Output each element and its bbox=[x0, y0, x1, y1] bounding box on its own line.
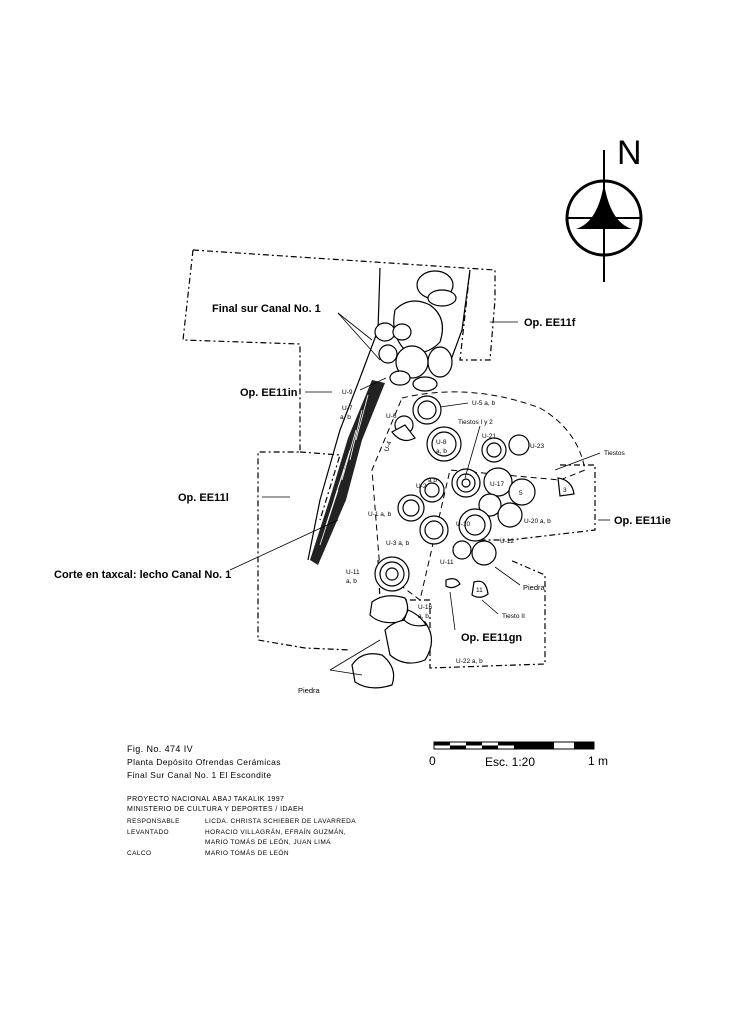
scale-seg bbox=[574, 742, 594, 749]
unit-u7: U-7 bbox=[342, 405, 353, 412]
label-tiestos-12: Tiestos I y 2 bbox=[458, 419, 493, 426]
caption-title-2: Final Sur Canal No. 1 El Escondite bbox=[127, 770, 272, 780]
caption-resp-label: RESPONSABLE bbox=[127, 818, 180, 825]
label-op-ee11f: Op. EE11f bbox=[524, 317, 576, 329]
scale-seg bbox=[450, 746, 466, 750]
label-tiestos-top: Tiestos bbox=[604, 450, 625, 457]
label-tiesto-11: Tiesto II bbox=[502, 613, 525, 620]
stone bbox=[428, 290, 456, 306]
leader-piedra-right bbox=[495, 567, 520, 585]
unit-5: 5 bbox=[519, 490, 523, 497]
stone bbox=[390, 371, 410, 385]
vessel-u22 bbox=[446, 579, 460, 588]
stone bbox=[370, 596, 408, 623]
stone bbox=[393, 324, 411, 340]
unit-3: 3 bbox=[563, 487, 567, 494]
unit-u4: U-4 bbox=[383, 440, 394, 453]
unit-u11b-ab: a, b bbox=[346, 578, 357, 585]
vessel-u5 bbox=[418, 401, 436, 419]
unit-u11b: U-11 bbox=[346, 569, 360, 576]
stone bbox=[375, 323, 395, 341]
leader-final-sur-2 bbox=[338, 313, 380, 360]
caption-lev-label: LEVANTADO bbox=[127, 829, 170, 836]
label-final-sur: Final sur Canal No. 1 bbox=[212, 303, 321, 315]
unit-u2-ab: a b bbox=[428, 477, 438, 484]
vessel-u20 bbox=[498, 503, 522, 527]
vessel-u11 bbox=[453, 541, 471, 559]
caption-calco-label: CALCO bbox=[127, 850, 152, 857]
unit-u1: U-1 a, b bbox=[368, 511, 392, 518]
vessel-u23 bbox=[509, 435, 529, 455]
scale-seg bbox=[498, 742, 514, 746]
scale-zero: 0 bbox=[429, 754, 436, 768]
unit-u6: U-6 bbox=[386, 413, 397, 420]
labels bbox=[54, 303, 671, 695]
label-piedra-bottom: Piedra bbox=[298, 686, 320, 695]
unit-u23: U-23 bbox=[530, 443, 545, 450]
scale-seg bbox=[514, 742, 554, 749]
leader-u5 bbox=[440, 403, 468, 407]
stone bbox=[379, 345, 397, 363]
stone bbox=[352, 654, 394, 688]
label-op-ee11ie: Op. EE11ie bbox=[614, 515, 671, 527]
caption-project: PROYECTO NACIONAL ABAJ TAKALIK 1997 bbox=[127, 796, 285, 803]
label-op-ee11gn: Op. EE11gn bbox=[461, 632, 523, 644]
scale-label: Esc. 1:20 bbox=[485, 755, 536, 769]
unit-u3: U-3 a, b bbox=[386, 540, 410, 547]
unit-u2: U-2 bbox=[416, 483, 427, 490]
caption-lev-value-1: HORACIO VILLAGRÁN, EFRAÍN GUZMÁN, bbox=[205, 829, 347, 836]
stone bbox=[428, 347, 452, 377]
leader-op-gn bbox=[450, 592, 455, 630]
scale-end: 1 m bbox=[588, 754, 609, 768]
label-piedra-right: Piedra bbox=[523, 583, 545, 592]
label-corte: Corte en taxcal: lecho Canal No. 1 bbox=[54, 569, 232, 581]
vessel-u17 bbox=[462, 479, 470, 487]
vessel-u1 bbox=[403, 500, 419, 516]
unit-u16: U-16 bbox=[418, 604, 433, 611]
unit-u16-ab: a, b bbox=[418, 613, 429, 620]
unit-u10: U-10 bbox=[456, 521, 471, 528]
north-letter: N bbox=[617, 134, 642, 172]
caption-fig: Fig. No. 474 IV bbox=[127, 744, 194, 754]
north-arrow bbox=[566, 134, 642, 282]
north-arrow-pointer bbox=[576, 183, 632, 229]
unit-u17: U-17 bbox=[490, 481, 505, 488]
scale-seg bbox=[482, 746, 498, 750]
caption-resp-value: LICDA. CHRISTA SCHIEBER DE LAVARREDA bbox=[205, 818, 356, 825]
stone bbox=[413, 377, 437, 391]
scale-seg bbox=[434, 742, 450, 746]
unit-u8: U-8 bbox=[436, 439, 447, 446]
caption-title-1: Planta Depósito Ofrendas Cerámicas bbox=[127, 757, 281, 767]
unit-u8-ab: a, b bbox=[436, 448, 447, 455]
unit-u21: U-21 bbox=[482, 433, 497, 440]
unit-u5: U-5 a, b bbox=[472, 400, 496, 407]
unit-u22: U-22 a, b bbox=[456, 658, 483, 665]
caption-calco-value: MARIO TOMÁS DE LEÓN bbox=[205, 850, 289, 857]
scale-seg bbox=[466, 742, 482, 746]
vessel-u12 bbox=[472, 541, 496, 565]
caption-lev-value-2: MARIO TOMÁS DE LEÓN, JUAN LIMA bbox=[205, 839, 331, 846]
unit-u12: U-12 bbox=[500, 538, 515, 545]
label-op-ee11in: Op. EE11in bbox=[240, 387, 298, 399]
vessel-u21 bbox=[487, 443, 501, 457]
stone bbox=[385, 620, 432, 663]
stones bbox=[352, 271, 456, 688]
caption-ministry: MINISTERIO DE CULTURA Y DEPORTES / IDAEH bbox=[127, 806, 304, 813]
unit-u11: U-11 bbox=[440, 559, 454, 566]
unit-tiesto-11: 11 bbox=[476, 587, 483, 594]
leader-final-sur-1 bbox=[338, 313, 372, 340]
unit-u7-ab: a, b bbox=[340, 414, 351, 421]
vessel-u2 bbox=[425, 483, 439, 497]
unit-u20: U-20 a, b bbox=[524, 518, 551, 525]
vessel-u11b bbox=[386, 568, 398, 580]
scale-bar bbox=[434, 742, 594, 749]
unit-u9: U-9 bbox=[342, 389, 353, 396]
label-op-ee11l: Op. EE11l bbox=[178, 492, 229, 504]
vessel-u3 bbox=[425, 521, 443, 539]
leader-tiesto11 bbox=[482, 600, 498, 614]
leader-tiestos-top bbox=[555, 453, 600, 470]
